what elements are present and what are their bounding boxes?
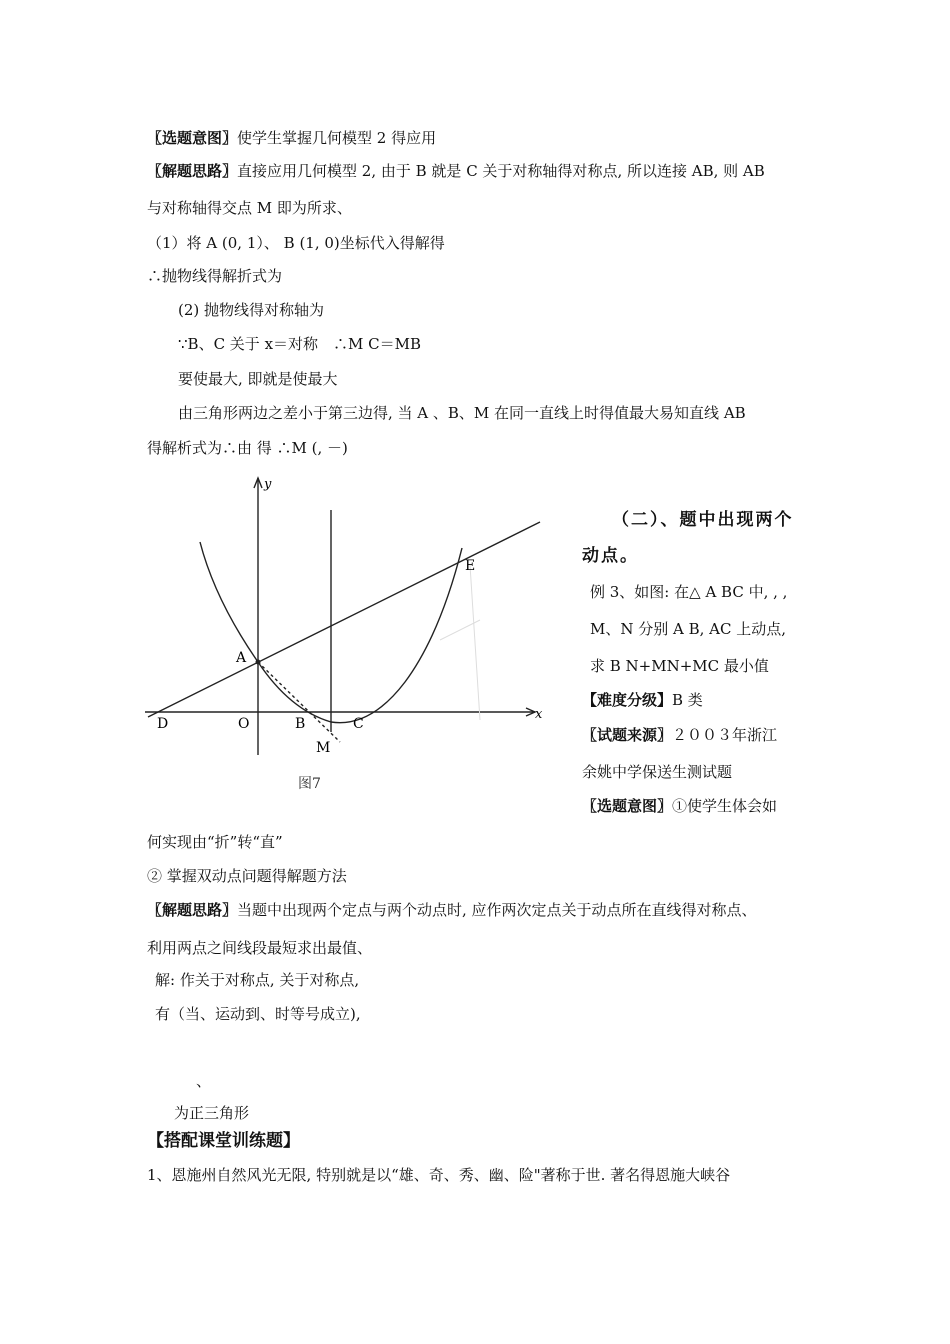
- label-x: x: [535, 707, 543, 722]
- intent-tag: 〖选题意图〗: [147, 129, 238, 147]
- source-tag: 〖试题来源〗: [582, 726, 673, 744]
- point-a: [256, 660, 261, 665]
- text-line: 解: 作关于对称点, 关于对称点,: [155, 971, 360, 989]
- label-e: E: [465, 558, 476, 574]
- intent-text: 使学生掌握几何模型 2 得应用: [237, 129, 437, 147]
- figure-caption: 图7: [298, 776, 321, 792]
- approach-paragraph-2: [147, 900, 757, 920]
- faint-shading: [440, 565, 480, 720]
- text-line: 要使最大, 即就是使最大: [178, 370, 338, 388]
- text-line: 1、恩施州自然风光无限, 特别就是以“雄、奇、秀、幽、险"著称于世. 著名得恩施大峡谷: [147, 1166, 731, 1184]
- example-line1: 例 3、如图: 在△ A BC 中, , ,: [590, 583, 788, 601]
- difficulty-line: [582, 690, 703, 710]
- source-text: ２００３年浙江: [672, 726, 778, 744]
- label-o: O: [238, 716, 250, 732]
- approach-text: 直接应用几何模型 2, 由于 B 就是 C 关于对称轴得对称点, 所以连接 AB, 则 AB: [237, 162, 765, 180]
- text-line: (2) 抛物线得对称轴为: [178, 301, 325, 319]
- text-line: 利用两点之间线段最短求出最值、: [147, 939, 373, 957]
- difficulty-text: B 类: [672, 691, 703, 709]
- example-line2: M、N 分别 A B, AC 上动点,: [590, 620, 787, 638]
- intent-line: [582, 796, 777, 816]
- difficulty-tag: 【难度分级】: [582, 691, 673, 709]
- text-line: 与对称轴得交点 M 即为所求、: [147, 199, 352, 217]
- text-line: 得解析式为∴由 得 ∴M (, －): [147, 439, 348, 457]
- label-y: y: [264, 477, 272, 492]
- intent-tag-2: 〖选题意图〗: [582, 797, 673, 815]
- intent-text-2: ①使学生体会如: [672, 797, 778, 815]
- section-title-line1: （二）、题中出现两个: [612, 510, 794, 530]
- intent-paragraph: [147, 128, 436, 148]
- text-line: ∵B、C 关于 x＝对称 ∴M C＝MB: [178, 335, 422, 353]
- text-line: 为正三角形: [174, 1104, 250, 1122]
- approach-text-2: 当题中出现两个定点与两个动点时, 应作两次定点关于动点所在直线得对称点、: [237, 901, 757, 919]
- training-heading: 【搭配课堂训练题】: [147, 1131, 300, 1151]
- text-line: 有（当、运动到、时等号成立),: [155, 1005, 361, 1023]
- parabola-figure: [140, 470, 570, 800]
- label-b: B: [295, 716, 306, 732]
- label-d: D: [157, 716, 169, 732]
- text-line: 、: [196, 1072, 212, 1090]
- approach-paragraph: [147, 161, 765, 181]
- text-line: ∴抛物线得解折式为: [147, 267, 283, 285]
- label-a: A: [236, 650, 247, 666]
- text-line: （1）将 A (0, 1）、 B (1, 0)坐标代入得解得: [147, 234, 445, 252]
- example-line3: 求 B N+MN+MC 最小值: [590, 657, 769, 675]
- text-line: 由三角形两边之差小于第三边得, 当 A 、B、M 在同一直线上时得值最大易知直线 AB: [178, 404, 746, 422]
- text-line: ② 掌握双动点问题得解题方法: [147, 867, 347, 885]
- approach-tag-2: 〖解题思路〗: [147, 901, 238, 919]
- text-line: 何实现由“折”转“直”: [147, 833, 283, 851]
- approach-tag: 〖解题思路〗: [147, 162, 238, 180]
- label-m: M: [316, 740, 331, 756]
- section-title-line2: 动点。: [582, 546, 639, 566]
- source-line: [582, 725, 777, 745]
- source-line2: 余姚中学保送生测试题: [582, 763, 733, 781]
- label-c: C: [353, 716, 364, 732]
- line-ab: [148, 522, 540, 717]
